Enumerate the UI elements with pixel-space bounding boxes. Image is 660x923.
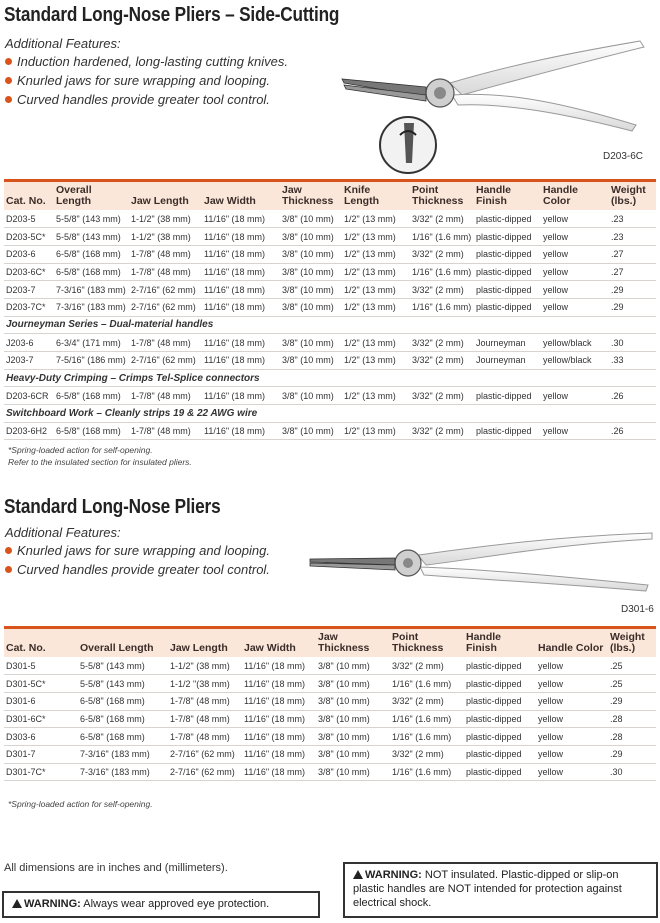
group-heading-row [4, 316, 656, 334]
table-cell: .26 [609, 387, 656, 405]
group-heading-row [4, 405, 656, 423]
table-row [4, 710, 656, 728]
table-cell: 1-1/2 "(38 mm) [168, 675, 242, 693]
table-cell: 1/2" (13 mm) [342, 281, 410, 299]
table-cell: plastic-dipped [464, 657, 536, 675]
section1-features-heading: Additional Features: [5, 36, 121, 51]
table-cell: .29 [609, 298, 656, 316]
table-cell: 1-7/8" (48 mm) [129, 263, 202, 281]
table-cell: 1/2" (13 mm) [342, 352, 410, 370]
table-row [4, 675, 656, 693]
table-row [4, 245, 656, 263]
table-row [4, 263, 656, 281]
table-cell: .23 [609, 228, 656, 246]
footnote-spring-2: *Spring-loaded action for self-opening. [8, 799, 153, 809]
table-cell: plastic-dipped [464, 692, 536, 710]
table-cell: 3/32" (2 mm) [410, 210, 474, 228]
table-row [4, 352, 656, 370]
table-cell: 1/16" (1.6 mm) [390, 763, 464, 781]
group-heading: Switchboard Work – Cleanly strips 19 & 22 AWG wire [4, 405, 656, 423]
pliers-long-nose-image [308, 525, 658, 605]
table-row [4, 422, 656, 440]
table-row [4, 281, 656, 299]
table-cell: yellow [541, 298, 609, 316]
table-cell: 11/16" (18 mm) [202, 263, 280, 281]
table-cell: 7-5/16" (186 mm) [54, 352, 129, 370]
bullet-dot-icon [5, 547, 12, 554]
table-cell: 1/2" (13 mm) [342, 422, 410, 440]
table-cell: 3/8" (10 mm) [280, 228, 342, 246]
table-cell: 11/16" (18 mm) [242, 710, 316, 728]
warning-triangle-icon [353, 870, 363, 879]
table-cell: .29 [609, 281, 656, 299]
table-cell: J203-6 [4, 334, 54, 352]
table-cell: 2-7/16" (62 mm) [168, 745, 242, 763]
table-cell: 6-5/8" (168 mm) [78, 728, 168, 746]
table-cell: .33 [609, 352, 656, 370]
table-cell: .30 [608, 763, 656, 781]
table-row [4, 210, 656, 228]
column-header: Weight (lbs.) [610, 631, 645, 654]
table-cell: yellow [541, 281, 609, 299]
section2-features-heading: Additional Features: [5, 525, 121, 540]
warning-insulated-label: WARNING: [365, 869, 422, 881]
column-header: Jaw Thickness [282, 184, 334, 207]
section1-feature-item [5, 92, 270, 107]
table-cell: 3/32" (2 mm) [410, 245, 474, 263]
table-cell: 1/16" (1.6 mm) [390, 728, 464, 746]
column-header: Cat. No. [6, 642, 46, 654]
table-cell: yellow [536, 763, 608, 781]
table-cell: .25 [608, 675, 656, 693]
table-row [4, 298, 656, 316]
table-cell: 11/16" (18 mm) [202, 422, 280, 440]
column-header: Jaw Length [131, 195, 189, 207]
table-cell: 11/16" (18 mm) [202, 281, 280, 299]
table-cell: 3/32" (2 mm) [410, 422, 474, 440]
warning-eye-box [2, 891, 320, 918]
table-cell: 6-5/8" (168 mm) [78, 710, 168, 728]
table-row [4, 387, 656, 405]
table-cell: .28 [608, 728, 656, 746]
table-cell: 1/16" (1.6 mm) [410, 228, 474, 246]
table-cell: yellow [536, 710, 608, 728]
table-cell: D203-6 [4, 245, 54, 263]
table-row [4, 228, 656, 246]
section2-image-caption: D301-6 [621, 604, 654, 615]
table-cell: plastic-dipped [474, 263, 541, 281]
table-cell: 11/16" (18 mm) [242, 657, 316, 675]
table-cell: 3/32" (2 mm) [410, 352, 474, 370]
column-header: Jaw Width [244, 642, 296, 654]
table-cell: D301-7 [4, 745, 78, 763]
group-heading-row [4, 369, 656, 387]
table-cell: 1-7/8" (48 mm) [168, 692, 242, 710]
table-cell: .29 [608, 745, 656, 763]
table-cell: 3/8" (10 mm) [280, 210, 342, 228]
column-header: Point Thickness [392, 631, 444, 654]
table-cell: 3/8" (10 mm) [316, 745, 390, 763]
table-cell: Journeyman [474, 334, 541, 352]
table-cell: yellow [536, 675, 608, 693]
table-cell: yellow [541, 245, 609, 263]
column-header: Overall Length [56, 184, 92, 207]
table-cell: yellow [536, 745, 608, 763]
warning-insulated-box [343, 862, 658, 918]
table-cell: yellow [536, 692, 608, 710]
table-cell: 5-5/8" (143 mm) [54, 210, 129, 228]
column-header: Cat. No. [6, 195, 46, 207]
bullet-dot-icon [5, 566, 12, 573]
table-cell: 1/2" (13 mm) [342, 263, 410, 281]
footnote-spring: *Spring-loaded action for self-opening. [8, 445, 153, 455]
table-cell: 3/8" (10 mm) [280, 281, 342, 299]
table-cell: D203-7C* [4, 298, 54, 316]
feature-text: Knurled jaws for sure wrapping and looping. [17, 543, 270, 558]
section2-title: Standard Long-Nose Pliers [4, 496, 221, 518]
table-cell: 1/2" (13 mm) [342, 387, 410, 405]
table-cell: 1-7/8" (48 mm) [129, 387, 202, 405]
table-cell: 11/16" (18 mm) [242, 745, 316, 763]
column-header: Handle Finish [466, 631, 502, 654]
table-cell: plastic-dipped [464, 728, 536, 746]
column-header: Knife Length [344, 184, 379, 207]
table-cell: D301-6C* [4, 710, 78, 728]
table-cell: 3/8" (10 mm) [280, 298, 342, 316]
table-cell: .27 [609, 245, 656, 263]
table-cell: 3/8" (10 mm) [316, 763, 390, 781]
table-cell: 1-7/8" (48 mm) [129, 422, 202, 440]
table-cell: plastic-dipped [464, 710, 536, 728]
bullet-dot-icon [5, 77, 12, 84]
table-row [4, 728, 656, 746]
table-cell: 2-7/16" (62 mm) [168, 763, 242, 781]
table-cell: 3/8" (10 mm) [280, 352, 342, 370]
footnote-insulated: Refer to the insulated section for insulated pliers. [8, 457, 192, 467]
table-cell: .28 [608, 710, 656, 728]
column-header: Handle Finish [476, 184, 512, 207]
table-cell: plastic-dipped [474, 228, 541, 246]
table-cell: 6-5/8" (168 mm) [54, 245, 129, 263]
table-cell: 7-3/16" (183 mm) [54, 281, 129, 299]
table-cell: 11/16" (18 mm) [242, 763, 316, 781]
table-cell: 5-5/8" (143 mm) [78, 657, 168, 675]
table-cell: 1-7/8" (48 mm) [129, 334, 202, 352]
table-cell: .26 [609, 422, 656, 440]
column-header: Handle Color [538, 642, 604, 654]
section2-feature-item [5, 562, 270, 577]
table-cell: D203-6H2 [4, 422, 54, 440]
table-cell: 3/8" (10 mm) [316, 710, 390, 728]
feature-text: Curved handles provide greater tool control. [17, 92, 270, 107]
table-cell: 1-1/2" (38 mm) [129, 210, 202, 228]
column-header: Jaw Thickness [318, 631, 370, 654]
section2-spec-table [4, 626, 656, 781]
table-cell: plastic-dipped [464, 745, 536, 763]
table-cell: 11/16" (18 mm) [202, 298, 280, 316]
table-cell: 1/16" (1.6 mm) [410, 298, 474, 316]
table-cell: yellow [541, 228, 609, 246]
table-cell: 5-5/8" (143 mm) [54, 228, 129, 246]
table-cell: 11/16" (18 mm) [242, 728, 316, 746]
table-cell: D303-6 [4, 728, 78, 746]
table-cell: D301-5C* [4, 675, 78, 693]
table-cell: 7-3/16" (183 mm) [78, 763, 168, 781]
table-cell: .27 [609, 263, 656, 281]
table-cell: 3/32" (2 mm) [390, 745, 464, 763]
table-cell: 1/2" (13 mm) [342, 334, 410, 352]
column-header: Handle Color [543, 184, 579, 207]
table-cell: 5-5/8" (143 mm) [78, 675, 168, 693]
table-cell: 6-5/8" (168 mm) [54, 387, 129, 405]
table-cell: .29 [608, 692, 656, 710]
table-cell: plastic-dipped [464, 763, 536, 781]
table-cell: plastic-dipped [474, 210, 541, 228]
table-row [4, 763, 656, 781]
dimensions-note: All dimensions are in inches and (millimeters). [4, 862, 228, 874]
section1-spec-table [4, 179, 656, 440]
warning-eye-text: Always wear approved eye protection. [83, 898, 270, 910]
table-cell: plastic-dipped [474, 245, 541, 263]
table-cell: D203-7 [4, 281, 54, 299]
table-cell: 1-1/2" (38 mm) [168, 657, 242, 675]
column-header: Jaw Width [204, 195, 256, 207]
table-cell: 3/8" (10 mm) [316, 692, 390, 710]
table-cell: yellow [536, 728, 608, 746]
column-header: Point Thickness [412, 184, 464, 207]
warning-eye-label: WARNING: [24, 898, 81, 910]
section1-footnotes [8, 444, 192, 468]
table-cell: yellow [541, 387, 609, 405]
table-cell: .30 [609, 334, 656, 352]
table-cell: 1-7/8" (48 mm) [129, 245, 202, 263]
table-cell: plastic-dipped [474, 298, 541, 316]
section1-image-caption: D203-6C [603, 151, 644, 162]
table-cell: 1/2" (13 mm) [342, 245, 410, 263]
section2-footnotes [8, 798, 153, 810]
table-cell: D301-5 [4, 657, 78, 675]
table-cell: 3/8" (10 mm) [280, 387, 342, 405]
table-cell: 3/32" (2 mm) [410, 387, 474, 405]
warning-insulated-text: NOT insulated. Plastic-dipped or slip-on plastic handles are NOT intended for protection against electrical shock. [353, 869, 622, 909]
table-cell: 3/32" (2 mm) [390, 692, 464, 710]
table-cell: 1-1/2" (38 mm) [129, 228, 202, 246]
table-row [4, 692, 656, 710]
table-cell: Journeyman [474, 352, 541, 370]
table-cell: D203-6CR [4, 387, 54, 405]
table-cell: 1/2" (13 mm) [342, 210, 410, 228]
table-cell: .25 [608, 657, 656, 675]
feature-text: Curved handles provide greater tool control. [17, 562, 270, 577]
table-cell: yellow/black [541, 334, 609, 352]
feature-text: Knurled jaws for sure wrapping and looping. [17, 73, 270, 88]
table-cell: yellow [541, 422, 609, 440]
table-cell: 6-5/8" (168 mm) [54, 422, 129, 440]
table-cell: 3/8" (10 mm) [316, 657, 390, 675]
table-cell: 1/2" (13 mm) [342, 298, 410, 316]
feature-text: Induction hardened, long-lasting cutting knives. [17, 54, 289, 69]
table-cell: 2-7/16" (62 mm) [129, 352, 202, 370]
table-cell: 11/16" (18 mm) [202, 334, 280, 352]
table-cell: 7-3/16" (183 mm) [54, 298, 129, 316]
warning-triangle-icon [12, 899, 22, 908]
table-cell: .23 [609, 210, 656, 228]
table-cell: 11/16" (18 mm) [202, 228, 280, 246]
table-cell: 1/16" (1.6 mm) [390, 710, 464, 728]
table-cell: 2-7/16" (62 mm) [129, 298, 202, 316]
group-heading: Journeyman Series – Dual-material handles [4, 316, 656, 334]
table-cell: J203-7 [4, 352, 54, 370]
table-cell: 6-3/4" (171 mm) [54, 334, 129, 352]
table-cell: 11/16" (18 mm) [242, 675, 316, 693]
table-cell: 11/16" (18 mm) [242, 692, 316, 710]
column-header: Overall Length [80, 642, 154, 654]
table-cell: yellow [541, 263, 609, 281]
table-cell: 3/8" (10 mm) [280, 263, 342, 281]
table-cell: 1-7/8" (48 mm) [168, 728, 242, 746]
table-cell: 1-7/8" (48 mm) [168, 710, 242, 728]
table-cell: plastic-dipped [474, 387, 541, 405]
table-cell: 3/8" (10 mm) [280, 245, 342, 263]
table-cell: plastic-dipped [464, 675, 536, 693]
table-row [4, 745, 656, 763]
column-header: Jaw Length [170, 642, 228, 654]
table-cell: 2-7/16" (62 mm) [129, 281, 202, 299]
bullet-dot-icon [5, 58, 12, 65]
table-row [4, 334, 656, 352]
table-cell: 11/16" (18 mm) [202, 352, 280, 370]
table-cell: 3/8" (10 mm) [280, 422, 342, 440]
table-row [4, 657, 656, 675]
table-cell: 7-3/16" (183 mm) [78, 745, 168, 763]
table-cell: 3/8" (10 mm) [280, 334, 342, 352]
table-cell: 3/32" (2 mm) [390, 657, 464, 675]
table-cell: 3/32" (2 mm) [410, 334, 474, 352]
section1-title: Standard Long-Nose Pliers – Side-Cutting [4, 4, 340, 26]
table-cell: 1/16" (1.6 mm) [390, 675, 464, 693]
section1-feature-item [5, 54, 288, 69]
table-cell: D203-5 [4, 210, 54, 228]
table-cell: 3/8" (10 mm) [316, 675, 390, 693]
table-cell: 6-5/8" (168 mm) [54, 263, 129, 281]
table-cell: D203-5C* [4, 228, 54, 246]
table-cell: yellow [541, 210, 609, 228]
table-cell: plastic-dipped [474, 422, 541, 440]
group-heading: Heavy-Duty Crimping – Crimps Tel-Splice connectors [4, 369, 656, 387]
table-cell: 1/2" (13 mm) [342, 228, 410, 246]
section2-feature-item [5, 543, 270, 558]
section1-feature-item [5, 73, 270, 88]
table-cell: 6-5/8" (168 mm) [78, 692, 168, 710]
table-cell: 11/16" (18 mm) [202, 387, 280, 405]
table-cell: 3/8" (10 mm) [316, 728, 390, 746]
table-cell: 3/32" (2 mm) [410, 281, 474, 299]
table-cell: yellow [536, 657, 608, 675]
table-cell: D301-7C* [4, 763, 78, 781]
table-cell: plastic-dipped [474, 281, 541, 299]
table-cell: D203-6C* [4, 263, 54, 281]
bullet-dot-icon [5, 96, 12, 103]
table-cell: yellow/black [541, 352, 609, 370]
table-cell: 1/16" (1.6 mm) [410, 263, 474, 281]
table-cell: 11/16" (18 mm) [202, 210, 280, 228]
table-cell: 11/16" (18 mm) [202, 245, 280, 263]
table-cell: D301-6 [4, 692, 78, 710]
column-header: Weight (lbs.) [611, 184, 646, 207]
